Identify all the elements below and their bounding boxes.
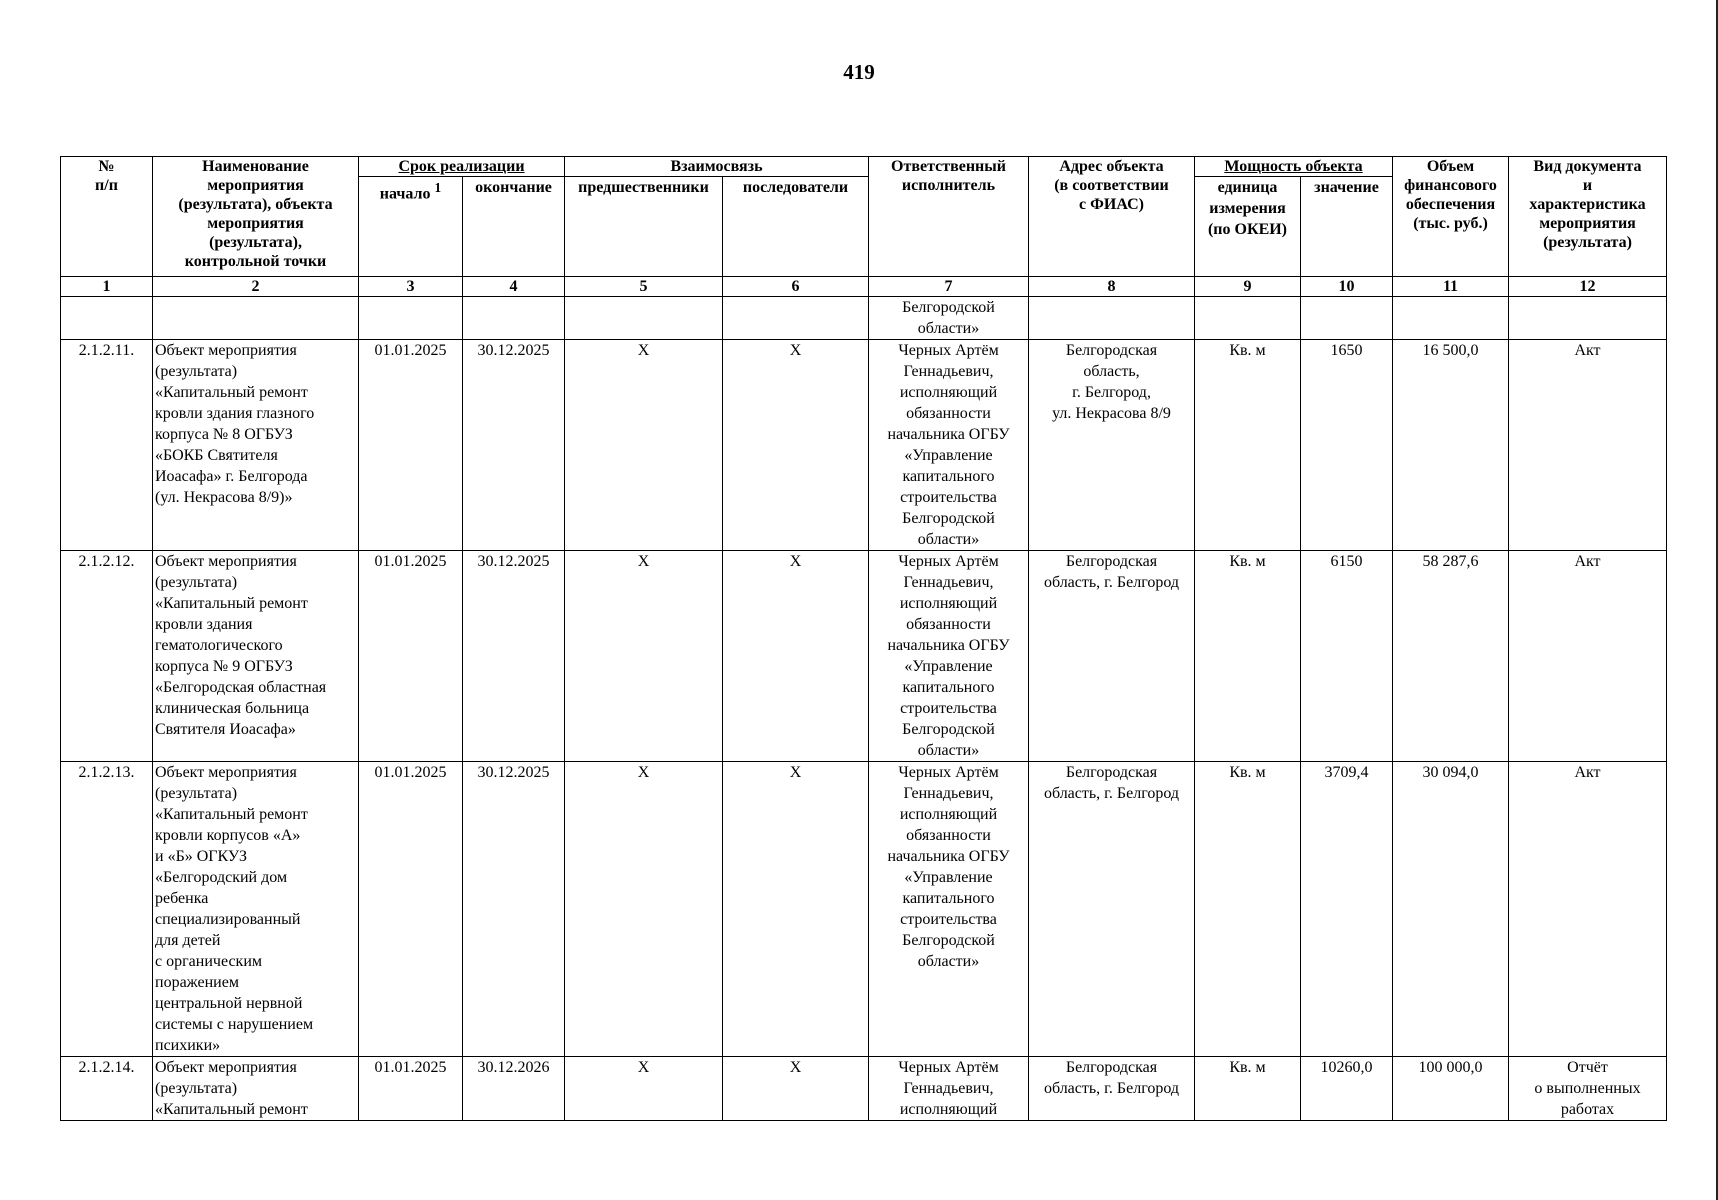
row-pred: X — [565, 762, 723, 1057]
row-num: 2.1.2.13. — [61, 762, 153, 1057]
row-doc: Отчёт о выполненных работах — [1509, 1057, 1667, 1121]
activities-table — [60, 156, 1667, 1121]
column-number: 4 — [463, 277, 565, 297]
header-capacity: Мощность объекта — [1195, 157, 1393, 177]
row-start: 01.01.2025 — [359, 762, 463, 1057]
column-number: 6 — [723, 277, 869, 297]
header-relation: Взаимосвязь — [565, 157, 869, 177]
row-name: Объект мероприятия (результата) «Капитальный ремонт кровли здания гематологического корпуса № 9 ОГБУЗ «Белгородская областная клиническая больница Святителя Иоасафа» — [153, 551, 359, 762]
row-name: Объект мероприятия (результата) «Капитальный ремонт кровли корпусов «А» и «Б» ОГКУЗ «Белгородский дом ребенка специализированный для детей с органическим поражением центральной нервной системы с нарушением психики» — [153, 762, 359, 1057]
row-doc: Акт — [1509, 340, 1667, 551]
column-number: 8 — [1029, 277, 1195, 297]
column-number: 1 — [61, 277, 153, 297]
row-responsible: Черных Артём Геннадьевич, исполняющий обязанности начальника ОГБУ «Управление капитального строительства Белгородской области» — [869, 762, 1029, 1057]
row-succ: X — [723, 340, 869, 551]
row-address: Белгородская область, г. Белгород — [1029, 551, 1195, 762]
row-value: 10260,0 — [1301, 1057, 1393, 1121]
header-start: начало $^1$ — [359, 177, 463, 277]
column-number: 9 — [1195, 277, 1301, 297]
row-start: 01.01.2025 — [359, 1057, 463, 1121]
table-row — [61, 762, 1667, 1057]
row-num: 2.1.2.12. — [61, 551, 153, 762]
row-end: 30.12.2025 — [463, 551, 565, 762]
row-finance: 100 000,0 — [1393, 1057, 1509, 1121]
row-pred: X — [565, 1057, 723, 1121]
header-successors: последователи — [723, 177, 869, 277]
row-value: 3709,4 — [1301, 762, 1393, 1057]
row-finance: 30 094,0 — [1393, 762, 1509, 1057]
row-end: 30.12.2025 — [463, 762, 565, 1057]
column-number: 11 — [1393, 277, 1509, 297]
row-unit: Кв. м — [1195, 762, 1301, 1057]
row-succ: X — [723, 762, 869, 1057]
continuation-responsible: Белгородской области» — [869, 297, 1029, 340]
row-responsible: Черных Артём Геннадьевич, исполняющий обязанности начальника ОГБУ «Управление капитального строительства Белгородской области» — [869, 551, 1029, 762]
row-pred: X — [565, 340, 723, 551]
row-unit: Кв. м — [1195, 1057, 1301, 1121]
row-address: Белгородская область, г. Белгород, ул. Некрасова 8/9 — [1029, 340, 1195, 551]
header-end: окончание — [463, 177, 565, 277]
column-number: 12 — [1509, 277, 1667, 297]
table-row — [61, 340, 1667, 551]
row-doc: Акт — [1509, 762, 1667, 1057]
column-numbers-row — [61, 277, 1667, 297]
row-unit: Кв. м — [1195, 340, 1301, 551]
row-num: 2.1.2.11. — [61, 340, 153, 551]
page-number: 419 — [843, 60, 875, 84]
table-row — [61, 551, 1667, 762]
header-period: Срок реализации — [359, 157, 565, 177]
row-value: 6150 — [1301, 551, 1393, 762]
header-finance: Объем финансового обеспечения (тыс. руб.) — [1393, 157, 1509, 277]
row-start: 01.01.2025 — [359, 340, 463, 551]
column-number: 7 — [869, 277, 1029, 297]
continuation-row — [61, 297, 1667, 340]
row-doc: Акт — [1509, 551, 1667, 762]
row-responsible: Черных Артём Геннадьевич, исполняющий — [869, 1057, 1029, 1121]
row-unit: Кв. м — [1195, 551, 1301, 762]
table-row — [61, 1057, 1667, 1121]
column-number: 2 — [153, 277, 359, 297]
footnote-marker: 1 — [434, 180, 442, 195]
header-name: Наименование мероприятия (результата), объекта мероприятия (результата), контрольной точки — [153, 157, 359, 277]
row-responsible: Черных Артём Геннадьевич, исполняющий обязанности начальника ОГБУ «Управление капитального строительства Белгородской области» — [869, 340, 1029, 551]
row-end: 30.12.2026 — [463, 1057, 565, 1121]
column-number: 5 — [565, 277, 723, 297]
header-unit: единица измерения (по ОКЕИ) — [1195, 177, 1301, 277]
row-num: 2.1.2.14. — [61, 1057, 153, 1121]
row-address: Белгородская область, г. Белгород — [1029, 1057, 1195, 1121]
row-start: 01.01.2025 — [359, 551, 463, 762]
row-pred: X — [565, 551, 723, 762]
header-address: Адрес объекта (в соответствии с ФИАС) — [1029, 157, 1195, 277]
header-responsible: Ответственный исполнитель — [869, 157, 1029, 277]
row-address: Белгородская область, г. Белгород — [1029, 762, 1195, 1057]
row-finance: 58 287,6 — [1393, 551, 1509, 762]
column-number: 10 — [1301, 277, 1393, 297]
row-finance: 16 500,0 — [1393, 340, 1509, 551]
header-predecessors: предшественники — [565, 177, 723, 277]
row-succ: X — [723, 551, 869, 762]
row-name: Объект мероприятия (результата) «Капитальный ремонт — [153, 1057, 359, 1121]
row-name: Объект мероприятия (результата) «Капитальный ремонт кровли здания глазного корпуса № 8 ОГБУЗ «БОКБ Святителя Иоасафа» г. Белгорода (ул. Некрасова 8/9)» — [153, 340, 359, 551]
header-value: значение — [1301, 177, 1393, 277]
column-number: 3 — [359, 277, 463, 297]
row-end: 30.12.2025 — [463, 340, 565, 551]
header-doc: Вид документа и характеристика мероприятия (результата) — [1509, 157, 1667, 277]
row-value: 1650 — [1301, 340, 1393, 551]
header-num: № п/п — [61, 157, 153, 277]
row-succ: X — [723, 1057, 869, 1121]
